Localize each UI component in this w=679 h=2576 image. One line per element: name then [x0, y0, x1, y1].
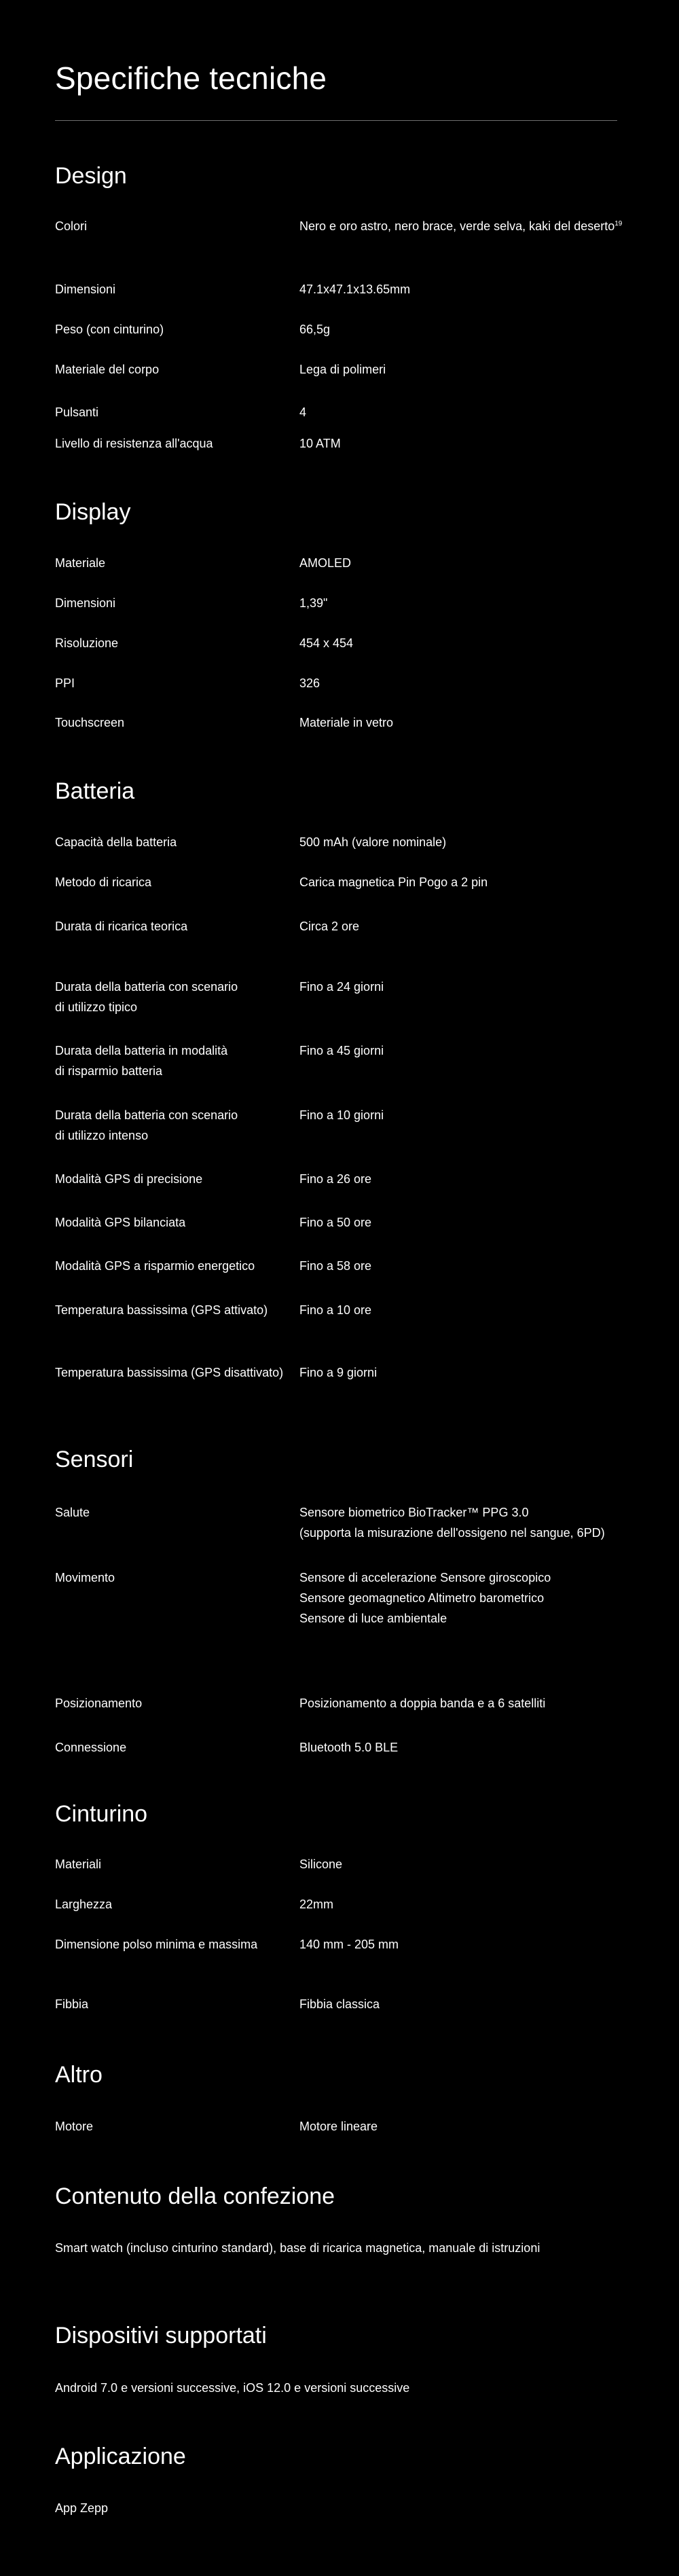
durata-intenso-line-1: Durata della batteria con scenario	[55, 1108, 238, 1122]
spec-label-durata-risparmio	[55, 1040, 227, 1081]
spec-value-touchscreen: Materiale in vetro	[299, 716, 394, 729]
spec-value-durata-ricarica: Circa 2 ore	[299, 920, 360, 933]
spec-label-motore: Motore	[55, 2120, 94, 2133]
applicazione-text: App Zepp	[55, 2501, 109, 2515]
spec-label-dimensioni-display: Dimensioni	[55, 596, 116, 610]
durata-risparmio-line-1: Durata della batteria in modalità	[55, 1044, 228, 1057]
spec-label-movimento: Movimento	[55, 1571, 115, 1584]
spec-label-metodo-ricarica: Metodo di ricarica	[55, 875, 152, 889]
salute-line-1: Sensore biometrico BioTracker™ PPG 3.0	[299, 1506, 529, 1519]
section-heading-sensori: Sensori	[55, 1447, 134, 1472]
spec-label-pulsanti: Pulsanti	[55, 405, 99, 419]
spec-value-gps-bilanciata: Fino a 50 ore	[299, 1216, 372, 1229]
spec-label-gps-bilanciata: Modalità GPS bilanciata	[55, 1216, 186, 1229]
spec-label-materiali-cinturino: Materiali	[55, 1857, 102, 1871]
spec-value-durata-risparmio: Fino a 45 giorni	[299, 1044, 384, 1057]
movimento-line-2: Sensore geomagnetico Altimetro barometrico	[299, 1591, 545, 1605]
spec-label-risoluzione: Risoluzione	[55, 636, 119, 650]
spec-label-dimensioni: Dimensioni	[55, 283, 116, 296]
spec-value-durata-intenso: Fino a 10 giorni	[299, 1108, 384, 1122]
spec-label-gps-precisione: Modalità GPS di precisione	[55, 1172, 203, 1186]
spec-value-temp-gps-disattivato: Fino a 9 giorni	[299, 1366, 378, 1379]
spec-value-resistenza-acqua: 10 ATM	[299, 437, 341, 450]
spec-value-metodo-ricarica: Carica magnetica Pin Pogo a 2 pin	[299, 875, 488, 889]
section-heading-design: Design	[55, 163, 127, 189]
spec-value-colori	[299, 216, 622, 236]
dispositivi-text: Android 7.0 e versioni successive, iOS 12.0 e versioni successive	[55, 2381, 410, 2395]
spec-label-connessione: Connessione	[55, 1741, 127, 1754]
movimento-line-1: Sensore di accelerazione Sensore giroscopico	[299, 1571, 551, 1584]
spec-label-fibbia: Fibbia	[55, 1997, 89, 2011]
spec-label-gps-risparmio: Modalità GPS a risparmio energetico	[55, 1259, 255, 1273]
section-heading-dispositivi: Dispositivi supportati	[55, 2323, 267, 2348]
spec-label-durata-intenso	[55, 1105, 238, 1146]
spec-label-temp-gps-disattivato: Temperatura bassissima (GPS disattivato)	[55, 1366, 284, 1379]
movimento-line-3: Sensore di luce ambientale	[299, 1612, 447, 1625]
spec-label-materiale-corpo: Materiale del corpo	[55, 363, 160, 376]
spec-value-materiale-display: AMOLED	[299, 556, 352, 570]
spec-value-materiali-cinturino: Silicone	[299, 1857, 343, 1871]
spec-value-dimensioni: 47.1x47.1x13.65mm	[299, 283, 411, 296]
section-heading-applicazione: Applicazione	[55, 2444, 186, 2469]
page-title: Specifiche tecniche	[55, 60, 327, 96]
spec-value-movimento	[299, 1567, 551, 1629]
spec-value-gps-risparmio: Fino a 58 ore	[299, 1259, 372, 1273]
spec-value-dimensione-polso: 140 mm - 205 mm	[299, 1938, 399, 1951]
spec-label-touchscreen: Touchscreen	[55, 716, 125, 729]
spec-value-risoluzione: 454 x 454	[299, 636, 354, 650]
colori-footnote: 19	[614, 220, 623, 228]
salute-line-2: (supporta la misurazione dell'ossigeno nel sangue, 6PD)	[299, 1526, 605, 1540]
spec-value-dimensioni-display: 1,39"	[299, 596, 328, 610]
durata-risparmio-line-2: di risparmio batteria	[55, 1064, 163, 1078]
spec-label-ppi: PPI	[55, 676, 75, 690]
spec-value-capacita: 500 mAh (valore nominale)	[299, 835, 447, 849]
spec-value-fibbia: Fibbia classica	[299, 1997, 380, 2011]
spec-value-salute	[299, 1502, 605, 1543]
spec-label-colori: Colori	[55, 219, 88, 233]
spec-value-larghezza: 22mm	[299, 1898, 334, 1911]
spec-label-resistenza-acqua: Livello di resistenza all'acqua	[55, 437, 213, 450]
section-heading-display: Display	[55, 499, 131, 525]
spec-label-durata-ricarica: Durata di ricarica teorica	[55, 920, 188, 933]
spec-label-salute: Salute	[55, 1506, 90, 1519]
spec-value-peso: 66,5g	[299, 323, 331, 336]
spec-value-motore: Motore lineare	[299, 2120, 378, 2133]
section-heading-altro: Altro	[55, 2062, 103, 2088]
section-heading-confezione: Contenuto della confezione	[55, 2183, 335, 2209]
spec-value-materiale-corpo: Lega di polimeri	[299, 363, 386, 376]
spec-value-gps-precisione: Fino a 26 ore	[299, 1172, 372, 1186]
spec-value-durata-tipico: Fino a 24 giorni	[299, 980, 384, 994]
spec-label-peso: Peso (con cinturino)	[55, 323, 164, 336]
spec-value-ppi: 326	[299, 676, 320, 690]
durata-intenso-line-2: di utilizzo intenso	[55, 1129, 149, 1142]
spec-value-posizionamento: Posizionamento a doppia banda e a 6 satelliti	[299, 1697, 546, 1710]
spec-label-capacita: Capacità della batteria	[55, 835, 177, 849]
spec-label-posizionamento: Posizionamento	[55, 1697, 143, 1710]
section-heading-cinturino: Cinturino	[55, 1801, 148, 1827]
spec-value-connessione: Bluetooth 5.0 BLE	[299, 1741, 399, 1754]
section-heading-batteria: Batteria	[55, 778, 135, 804]
confezione-text: Smart watch (incluso cinturino standard), base di ricarica magnetica, manuale di istruzioni	[55, 2241, 540, 2255]
spec-value-pulsanti: 4	[299, 405, 307, 419]
spec-value-temp-gps-attivato: Fino a 10 ore	[299, 1303, 372, 1317]
durata-tipico-line-2: di utilizzo tipico	[55, 1000, 138, 1014]
spec-label-larghezza: Larghezza	[55, 1898, 113, 1911]
spec-label-dimensione-polso: Dimensione polso minima e massima	[55, 1938, 258, 1951]
durata-tipico-line-1: Durata della batteria con scenario	[55, 980, 238, 994]
spec-label-materiale-display: Materiale	[55, 556, 106, 570]
spec-label-temp-gps-attivato: Temperatura bassissima (GPS attivato)	[55, 1303, 268, 1317]
title-divider	[55, 120, 617, 121]
colori-text: Nero e oro astro, nero brace, verde selva, kaki del deserto	[299, 219, 615, 233]
spec-label-durata-tipico	[55, 977, 238, 1017]
